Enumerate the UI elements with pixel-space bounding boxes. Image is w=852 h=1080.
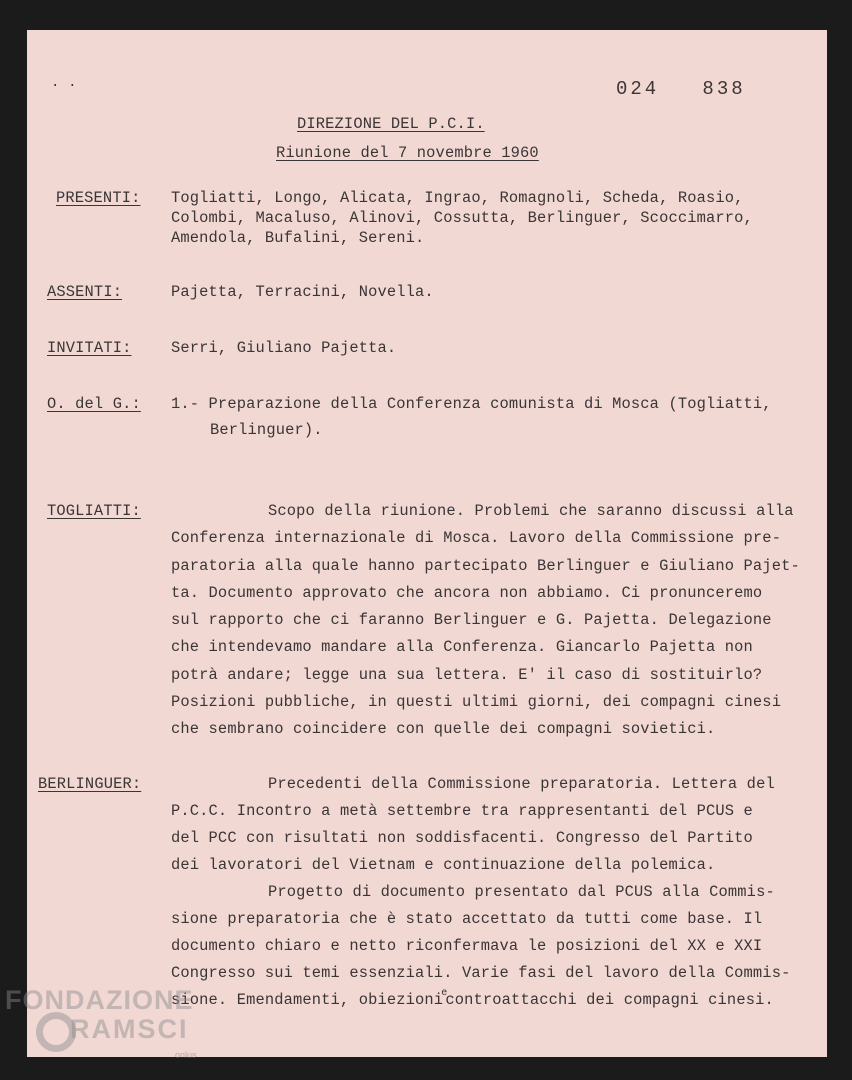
watermark-line2: RAMSCI	[70, 1014, 189, 1044]
togliatti-line: Conferenza internazionale di Mosca. Lavoro della Commissione pre-	[171, 529, 782, 547]
presenti-line: Togliatti, Longo, Alicata, Ingrao, Romagnoli, Scheda, Roasio,	[171, 189, 744, 207]
berlinguer-line: P.C.C. Incontro a metà settembre tra rappresentanti del PCUS e	[171, 802, 753, 820]
document-page	[27, 30, 827, 1057]
assenti-text: Pajetta, Terracini, Novella.	[171, 283, 434, 301]
togliatti-line: che sembrano coincidere con quelle dei compagni sovietici.	[171, 720, 716, 738]
odg-line: 1.- Preparazione della Conferenza comunista di Mosca (Togliatti,	[171, 395, 772, 413]
berlinguer-last-line-end: controattacchi dei compagni cinesi.	[445, 991, 774, 1009]
handwritten-correction: e	[441, 988, 448, 999]
berlinguer-line: dei lavoratori del Vietnam e continuazione della polemica.	[171, 856, 716, 874]
presenti-label: PRESENTI:	[56, 189, 141, 207]
assenti-label: ASSENTI:	[47, 283, 123, 301]
odg-label: O. del G.:	[47, 395, 141, 413]
watermark-line1: FONDAZIONE	[5, 985, 194, 1015]
invitati-text: Serri, Giuliano Pajetta.	[171, 339, 397, 357]
document-title: DIREZIONE DEL P.C.I.	[297, 115, 485, 133]
meeting-date: Riunione del 7 novembre 1960	[276, 144, 539, 162]
togliatti-line: Scopo della riunione. Problemi che saranno discussi alla	[268, 502, 794, 520]
berlinguer-label: BERLINGUER:	[38, 775, 142, 793]
togliatti-line: potrà andare; legge una sua lettera. E' il caso di sostituirlo?	[171, 666, 763, 684]
watermark-line3: onlus	[175, 1050, 197, 1060]
togliatti-line: ta. Documento approvato che ancora non abbiamo. Ci pronunceremo	[171, 584, 763, 602]
presenti-line: Colombi, Macaluso, Alinovi, Cossutta, Berlinguer, Scoccimarro,	[171, 209, 753, 227]
togliatti-line: che intendevamo mandare alla Conferenza. Giancarlo Pajetta non	[171, 638, 753, 656]
togliatti-line: sul rapporto che ci faranno Berlinguer e G. Pajetta. Delegazione	[171, 611, 772, 629]
invitati-label: INVITATI:	[47, 339, 132, 357]
berlinguer-line: del PCC con risultati non soddisfacenti. Congresso del Partito	[171, 829, 753, 847]
document-number: 024 838	[616, 78, 746, 100]
togliatti-label: TOGLIATTI:	[47, 502, 141, 520]
berlinguer-line: Progetto di documento presentato dal PCUS alla Commis-	[268, 883, 775, 901]
presenti-line: Amendola, Bufalini, Sereni.	[171, 229, 425, 247]
berlinguer-line: Congresso sui temi essenziali. Varie fasi del lavoro della Commis-	[171, 964, 791, 982]
berlinguer-line: Precedenti della Commissione preparatoria. Lettera del	[268, 775, 775, 793]
berlinguer-line: sione preparatoria che è stato accettato da tutti come base. Il	[171, 910, 763, 928]
berlinguer-last-line-start: sione. Emendamenti, obiezioni	[171, 991, 444, 1009]
togliatti-line: paratoria alla quale hanno partecipato Berlinguer e Giuliano Pajet-	[171, 557, 800, 575]
togliatti-line: Posizioni pubbliche, in questi ultimi giorni, dei compagni cinesi	[171, 693, 782, 711]
berlinguer-last-line	[171, 988, 774, 1012]
berlinguer-line: documento chiaro e netto riconfermava le posizioni del XX e XXI	[171, 937, 763, 955]
odg-line: Berlinguer).	[210, 421, 323, 439]
corner-mark: . .	[51, 75, 77, 91]
